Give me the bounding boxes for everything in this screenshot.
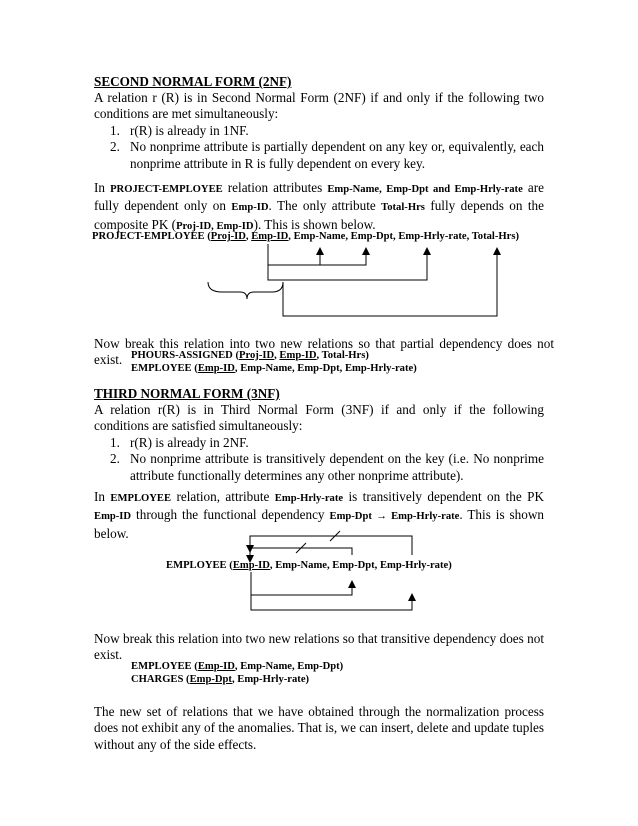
key-attribute: Emp-ID bbox=[197, 363, 235, 374]
relation-name: EMPLOYEE bbox=[110, 493, 172, 504]
text-run: relation attributes bbox=[222, 180, 328, 195]
text-run: through the functional dependency bbox=[131, 507, 330, 523]
relation-name: EMPLOYEE ( bbox=[131, 363, 198, 374]
fd-arrow-emp-name bbox=[268, 244, 320, 265]
list-number: 2. bbox=[110, 451, 120, 467]
list-number: 1. bbox=[110, 123, 120, 138]
tnf-heading: THIRD NORMAL FORM (3NF) bbox=[94, 386, 280, 401]
snf-result-relation-2 bbox=[131, 362, 417, 375]
tnf-explanation bbox=[94, 489, 544, 542]
relation-name: EMPLOYEE ( bbox=[166, 560, 233, 571]
fd-arrow-emp-hrly-rate bbox=[251, 595, 412, 610]
relation-name: PHOURS-ASSIGNED ( bbox=[131, 350, 240, 361]
tnf-diagram-relation bbox=[166, 559, 452, 572]
fd-arrow-emp-dpt bbox=[268, 244, 366, 265]
attribute-list: , Emp-Name, Emp-Dpt) bbox=[234, 661, 344, 672]
snf-heading: SECOND NORMAL FORM (2NF) bbox=[94, 74, 292, 89]
functional-dependency: Emp-Dpt → Emp-Hrly-rate bbox=[329, 511, 460, 523]
condition-text: No nonprime attribute is transitively dependent on the key (i.e. No nonprime attribute functionally determines any other nonprime attribute). bbox=[130, 451, 544, 483]
text-run: . The only attribute bbox=[268, 198, 382, 214]
list-number: 1. bbox=[110, 435, 120, 450]
text-run: fully depends on the composite PK ( bbox=[94, 198, 545, 232]
fd-arrow-emp-dpt bbox=[251, 572, 352, 595]
key-attribute: Emp-ID bbox=[251, 231, 289, 242]
separator: , bbox=[245, 231, 252, 242]
text-run: In bbox=[94, 180, 111, 195]
tnf-intro: A relation r(R) is in Third Normal Form (3NF) if and only if the following conditions are satisfied simultaneously: bbox=[94, 402, 544, 434]
fd-arrow-total-hrs bbox=[283, 251, 497, 316]
text-run: . This is shown below. bbox=[94, 507, 544, 541]
key-attribute: Emp-ID bbox=[232, 560, 270, 571]
relation-name: PROJECT-EMPLOYEE ( bbox=[92, 231, 211, 242]
tnf-result-relation-1 bbox=[131, 660, 343, 673]
condition-text: r(R) is already in 1NF. bbox=[130, 123, 249, 138]
conclusion-paragraph: The new set of relations that we have obtained through the normalization process does not exhibit any of the anomalies. That is, we can insert, delete and update tuples without any of the side effects. bbox=[94, 704, 544, 752]
relation-name: EMPLOYEE ( bbox=[131, 661, 198, 672]
text-run: In bbox=[94, 489, 111, 504]
attribute-name: Emp-Hrly-rate bbox=[274, 493, 344, 504]
attribute-list: , Emp-Name, Emp-Dpt, Emp-Hrly-rate) bbox=[234, 363, 417, 374]
tnf-condition-2 bbox=[110, 451, 544, 484]
key-attribute: Emp-ID bbox=[279, 350, 317, 361]
key-attribute: Emp-ID bbox=[197, 661, 235, 672]
condition-text: No nonprime attribute is partially dependent on any key or, equivalently, each nonprime attribute in R is fully dependent on every key. bbox=[130, 139, 544, 171]
snf-result-relation-1 bbox=[131, 349, 369, 362]
key-attribute: Proj-ID bbox=[239, 350, 275, 361]
snf-break-text: Now break this relation into two new relations so that partial dependency does not exist. bbox=[94, 336, 554, 368]
text-run: are fully dependent only on bbox=[94, 180, 544, 214]
attribute-list: Emp-Name, Emp-Dpt and Emp-Hrly-rate bbox=[327, 184, 523, 195]
text-run: relation, attribute bbox=[171, 489, 275, 504]
attribute-list: , Total-Hrs) bbox=[316, 350, 369, 361]
attribute-list: , Emp-Hrly-rate) bbox=[231, 674, 310, 685]
attribute-name: Emp-ID bbox=[231, 202, 269, 214]
relation-name: CHARGES ( bbox=[131, 674, 190, 685]
list-number: 2. bbox=[110, 139, 120, 155]
tnf-result-relation-2 bbox=[131, 673, 309, 686]
primary-key: Proj-ID, Emp-ID bbox=[176, 220, 254, 232]
attribute-name: Total-Hrs bbox=[381, 202, 425, 214]
snf-intro: A relation r (R) is in Second Normal Form (2NF) if and only if the following two conditions are met simultaneously: bbox=[94, 90, 544, 122]
text-run: ). This is shown below. bbox=[253, 216, 376, 232]
composite-key-brace bbox=[208, 282, 283, 299]
fd-arrow-mid bbox=[250, 548, 352, 559]
tnf-conditions-list bbox=[110, 435, 544, 484]
relation-name: PROJECT-EMPLOYEE bbox=[110, 184, 223, 195]
attribute-list: , Emp-Name, Emp-Dpt, Emp-Hrly-rate) bbox=[269, 560, 452, 571]
primary-key: Emp-ID bbox=[94, 511, 132, 523]
separator: , bbox=[274, 350, 280, 361]
tnf-condition-1 bbox=[110, 435, 544, 451]
tnf-break-text: Now break this relation into two new relations so that transitive dependency does not exist. bbox=[94, 631, 544, 663]
text-run: is transitively dependent on the PK bbox=[343, 489, 544, 504]
condition-text: r(R) is already in 2NF. bbox=[130, 435, 249, 450]
snf-dependency-lines bbox=[208, 244, 497, 316]
attribute-list: , Emp-Name, Emp-Dpt, Emp-Hrly-rate, Total-Hrs) bbox=[288, 231, 519, 242]
key-attribute: Emp-Dpt bbox=[189, 674, 232, 685]
key-attribute: Proj-ID bbox=[210, 231, 246, 242]
